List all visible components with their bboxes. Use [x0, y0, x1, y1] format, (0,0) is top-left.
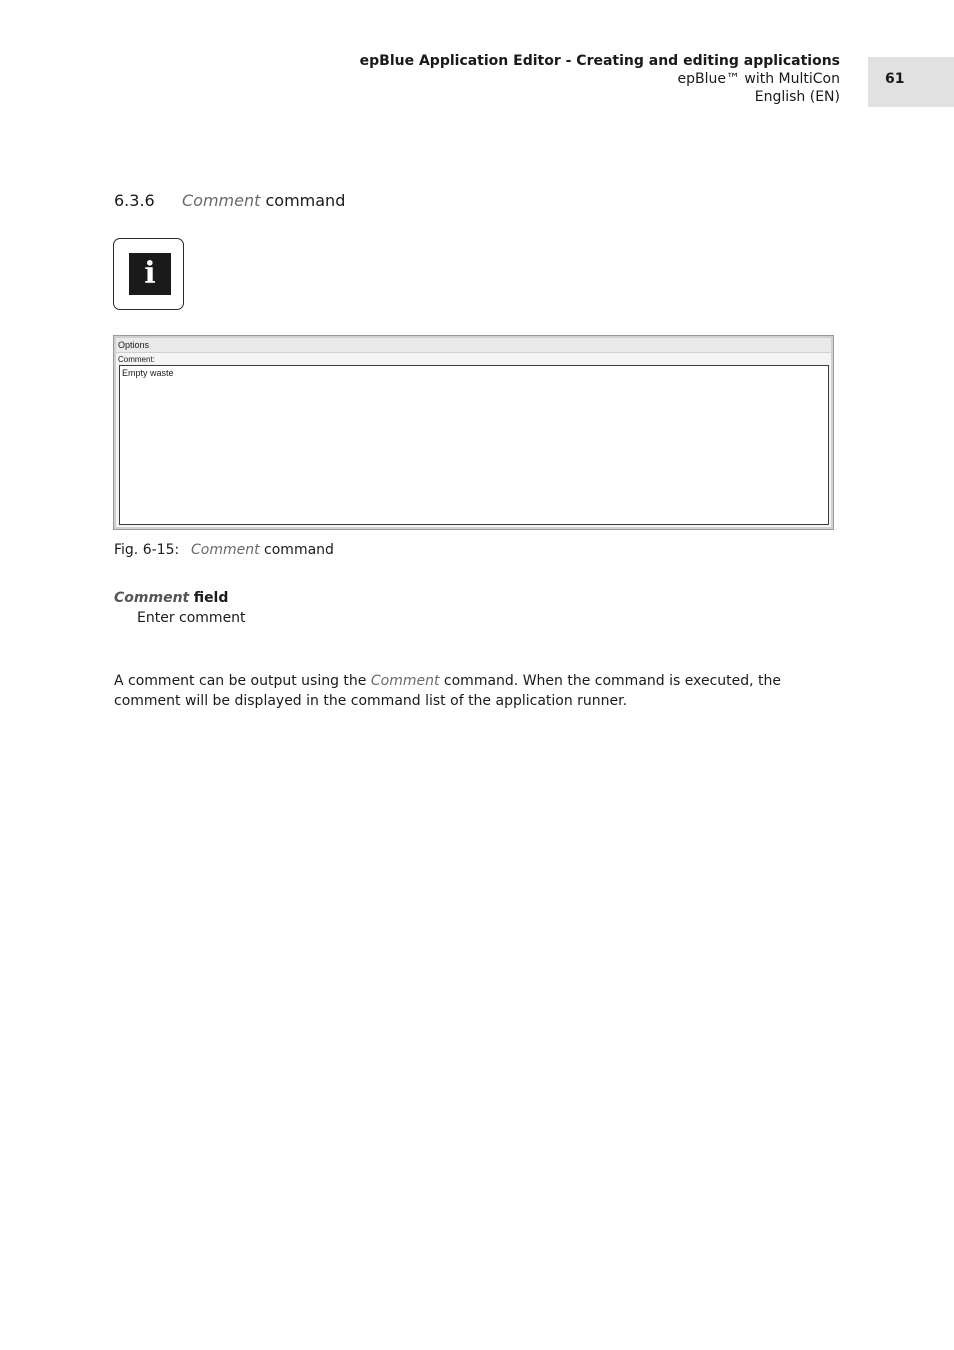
- field-word: field: [193, 590, 229, 606]
- header-language: English (EN): [754, 89, 840, 105]
- comment-label: Comment:: [118, 355, 155, 364]
- figure-caption: [114, 542, 334, 558]
- paragraph-part1: A comment can be output using the: [114, 673, 371, 689]
- figure-title-command-name: Comment: [191, 542, 260, 558]
- section-title-command-name: Comment: [182, 191, 261, 210]
- options-panel-screenshot: [113, 335, 834, 530]
- page-number: 61: [885, 71, 905, 87]
- section-number: 6.3.6: [114, 191, 155, 210]
- field-description: Enter comment: [137, 610, 246, 626]
- field-heading: [114, 590, 228, 606]
- figure-label: Fig. 6-15:: [114, 542, 180, 558]
- options-title-bar: Options: [116, 338, 831, 353]
- figure-title-rest: command: [264, 542, 334, 558]
- options-panel-body: [116, 338, 831, 527]
- field-name: Comment: [114, 590, 190, 606]
- header-title: epBlue Application Editor - Creating and editing applications: [359, 53, 840, 69]
- info-note-box: [113, 238, 184, 310]
- paragraph-part2: command. When the command is executed, the comment will be displayed in the command list of the application runner.: [114, 673, 782, 709]
- section-title-rest: command: [265, 191, 346, 210]
- comment-textarea[interactable]: Empty waste: [119, 365, 829, 525]
- page-number-tab: [868, 57, 954, 107]
- page-header: [360, 52, 840, 106]
- info-icon: i: [129, 253, 171, 295]
- section-heading: [114, 191, 345, 210]
- body-paragraph: [114, 671, 834, 711]
- header-subtitle: epBlue™ with MultiCon: [677, 71, 840, 87]
- paragraph-command-name: Comment: [370, 673, 440, 689]
